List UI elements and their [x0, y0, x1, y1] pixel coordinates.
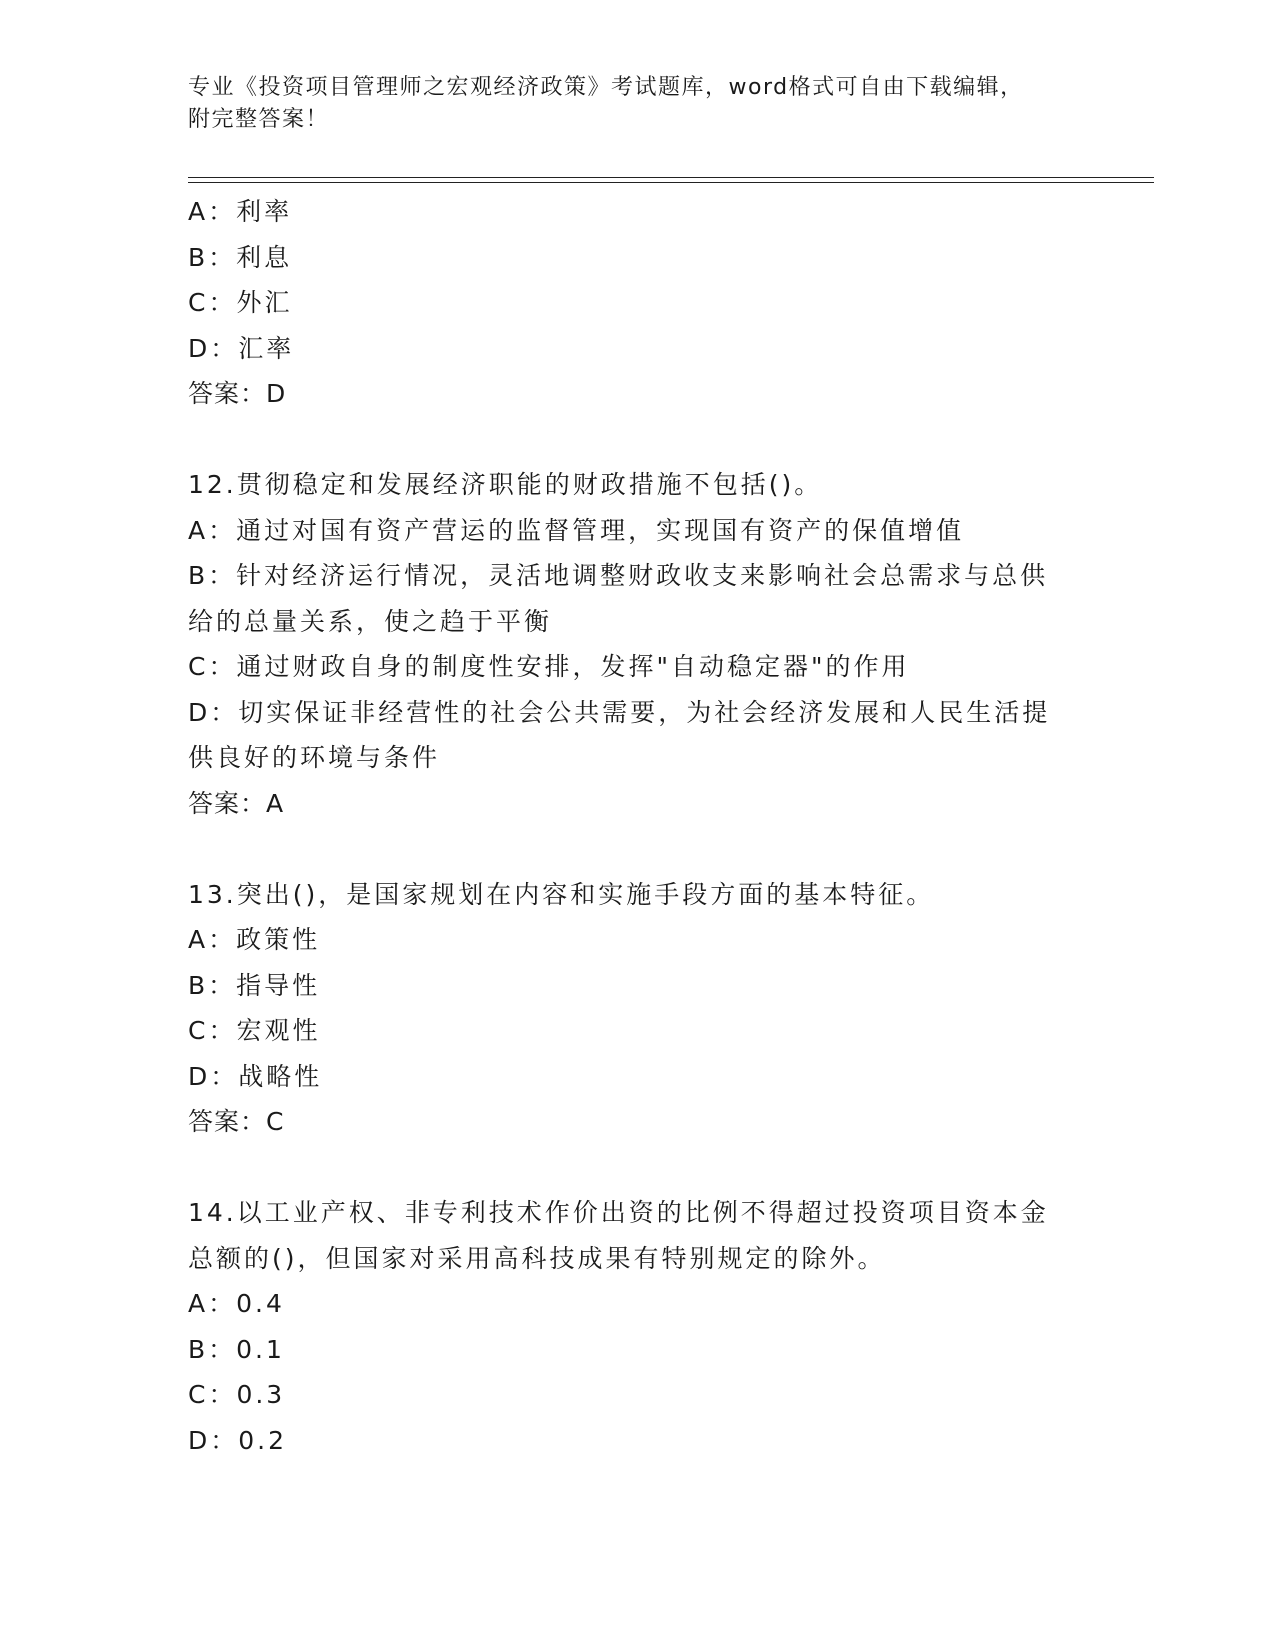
question-stem: 13.突出()，是国家规划在内容和实施手段方面的基本特征。: [188, 879, 935, 909]
option-c: C：通过财政自身的制度性安排，发挥"自动稳定器"的作用: [188, 652, 910, 681]
spacer: [188, 1145, 1088, 1191]
header-divider-top: [188, 177, 1154, 178]
question-stem: 12.贯彻稳定和发展经济职能的财政措施不包括()。: [188, 470, 823, 499]
question-12-block: [188, 462, 1088, 826]
question-list: [188, 189, 1088, 1463]
option-d: D：0.2: [188, 1425, 288, 1455]
option-b: B：针对经济运行情况，灵活地调整财政收支来影响社会总需求与总供: [188, 561, 1049, 590]
option-b: B：利息: [188, 242, 293, 272]
answer-line: 答案：D: [188, 379, 287, 408]
question-11-block: [188, 189, 1088, 417]
answer-line: 答案：C: [188, 1107, 285, 1136]
document-header: [188, 72, 1068, 136]
option-d-continued: 供良好的环境与条件: [188, 743, 441, 772]
option-c: C：外汇: [188, 288, 293, 317]
option-a: A：0.4: [188, 1289, 285, 1318]
question-14-block: [188, 1190, 1088, 1463]
option-c: C：0.3: [188, 1380, 286, 1409]
spacer: [188, 826, 1088, 872]
option-c: C：宏观性: [188, 1016, 321, 1045]
spacer: [188, 417, 1088, 463]
option-a: A：利率: [188, 197, 293, 226]
header-divider-bottom: [188, 182, 1154, 183]
question-stem-continued: 总额的()，但国家对采用高科技成果有特别规定的除外。: [188, 1243, 886, 1273]
option-d: D：切实保证非经营性的社会公共需要，为社会经济发展和人民生活提: [188, 697, 1051, 727]
answer-line: 答案：A: [188, 788, 285, 818]
option-b: B：指导性: [188, 970, 321, 1000]
option-b: B：0.1: [188, 1334, 285, 1364]
option-d: D：战略性: [188, 1061, 323, 1091]
header-line-1: 专业《投资项目管理师之宏观经济政策》考试题库，word格式可自由下载编辑，: [188, 75, 1024, 100]
option-d: D：汇率: [188, 333, 295, 363]
question-stem: 14.以工业产权、非专利技术作价出资的比例不得超过投资项目资本金: [188, 1198, 1049, 1227]
option-a: A：政策性: [188, 925, 321, 954]
question-13-block: [188, 872, 1088, 1145]
option-a: A：通过对国有资产营运的监督管理，实现国有资产的保值增值: [188, 515, 965, 545]
option-b-continued: 给的总量关系，使之趋于平衡: [188, 606, 553, 636]
header-line-2: 附完整答案！: [188, 107, 330, 132]
